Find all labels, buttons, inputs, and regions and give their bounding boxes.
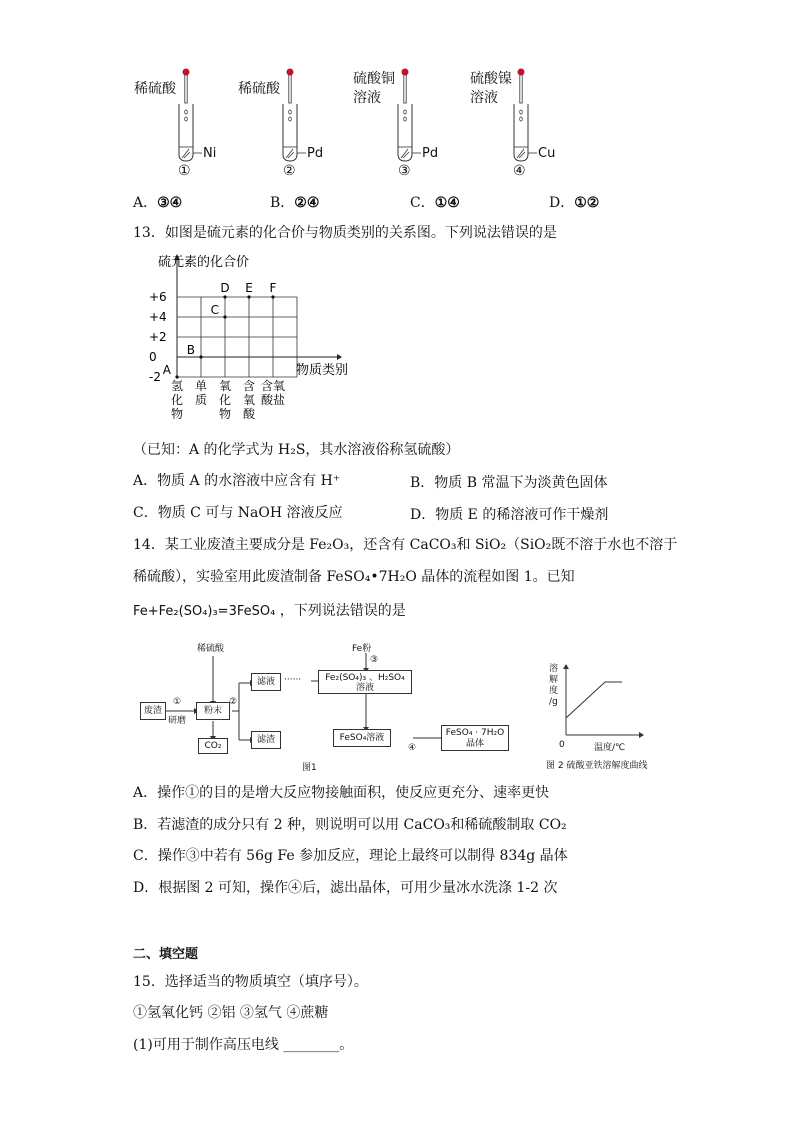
q14-option-b[interactable]: B．若滤渣的成分只有 2 种，则说明可以用 CaCO₃和稀硫酸制取 CO₂	[133, 817, 567, 833]
tube-2-metal: Pd	[307, 146, 324, 161]
flow-step3-num: ③	[370, 655, 379, 665]
category-label: 化	[170, 393, 184, 407]
flow-solution1-line1: Fe₂(SO₄)₃ 、H₂SO₄	[325, 673, 405, 683]
category-label: 氧	[218, 379, 232, 393]
curve-y-label: 溶 解 度 /g	[549, 664, 559, 707]
category-label: 氢	[170, 379, 184, 393]
category-label: 酸盐	[260, 393, 286, 407]
flow-crystal-box	[441, 725, 509, 751]
tube-4-number: ④	[513, 163, 526, 179]
q12-option-a[interactable]: A．③④	[133, 195, 183, 211]
flow-feso4-solution-box: FeSO₄溶液	[333, 729, 391, 747]
q15-stem: 15．选择适当的物质填空（填序号）。	[133, 974, 368, 990]
flow-fe-powder-label: Fe粉	[352, 644, 372, 654]
tube-1-reagent: 稀硫酸	[134, 81, 176, 97]
q13-option-c[interactable]: C．物质 C 可与 NaOH 溶液反应	[133, 505, 343, 521]
flow-residue-box: 滤渣	[251, 731, 281, 749]
chart-point-label: B	[186, 343, 195, 357]
tube-3-reagent-line1: 硫酸铜	[353, 71, 395, 87]
q13-stem: 13．如图是硫元素的化合价与物质类别的关系图。下列说法错误的是	[133, 225, 557, 241]
chart-y-axis-label: 硫元素的化合价	[158, 255, 250, 270]
tube-1-metal: Ni	[203, 146, 217, 161]
chart-point-label: E	[245, 281, 253, 295]
q14-stem-line1: 14．某工业废渣主要成分是 Fe₂O₃，还含有 CaCO₃和 SiO₂（SiO₂既不溶于水也不溶于	[133, 537, 678, 553]
flow-step1-name: 研磨	[168, 716, 187, 726]
q13-note: （已知：A 的化学式为 H₂S，其水溶液俗称氢硫酸）	[133, 442, 460, 458]
q14-option-d[interactable]: D．根据图 2 可知，操作④后，滤出晶体，可用少量冰水洗涤 1-2 次	[133, 880, 558, 896]
tube-3-reagent-line2: 溶液	[353, 90, 381, 106]
y-tick-label: +6	[149, 290, 167, 304]
q13-option-d[interactable]: D．物质 E 的稀溶液可作干燥剂	[410, 507, 609, 523]
flow-waste-box: 废渣	[140, 702, 166, 720]
tube-3-number: ③	[398, 163, 411, 179]
chart-point-label: D	[220, 281, 230, 295]
flow-step1-num: ①	[173, 697, 182, 707]
category-label: 化	[218, 393, 232, 407]
flow-acid-label: 稀硫酸	[197, 644, 225, 654]
flow-filtrate-box: 滤液	[251, 673, 281, 691]
tube-4-reagent-line1: 硫酸镍	[470, 71, 512, 87]
q13-option-a[interactable]: A．物质 A 的水溶液中应含有 H⁺	[133, 473, 341, 489]
chart-point-label: F	[269, 281, 277, 295]
category-label: 物	[170, 407, 184, 421]
curve-origin: 0	[559, 740, 565, 750]
q12-option-b[interactable]: B．②④	[270, 195, 320, 211]
flow-fig1-caption: 图1	[302, 763, 317, 773]
category-label: 含	[242, 379, 256, 393]
q12-option-d[interactable]: D．①②	[549, 195, 600, 211]
y-tick-label: -2	[149, 370, 161, 384]
q14-equation: Fe+Fe₂(SO₄)₃=3FeSO₄	[133, 604, 276, 619]
chart-point-label: C	[210, 303, 219, 317]
tube-4-reagent-line2: 溶液	[470, 90, 498, 106]
tube-2-number: ②	[283, 163, 296, 179]
chart-point-label: A	[162, 363, 171, 377]
q13-option-b[interactable]: B．物质 B 常温下为淡黄色固体	[410, 475, 608, 491]
category-label: 质	[194, 393, 208, 407]
category-label: 酸	[242, 407, 256, 421]
flow-solution1-line2: 溶液	[355, 683, 374, 693]
q15-options: ①氢氧化钙 ②铝 ③氢气 ④蔗糖	[133, 1005, 329, 1021]
category-label: 物	[218, 407, 232, 421]
q14-stem-line2: 稀硫酸），实验室用此废渣制备 FeSO₄•7H₂O 晶体的流程如图 1。已知	[133, 569, 575, 585]
y-tick-label: 0	[149, 350, 157, 364]
q14-stem-tail: ，下列说法错误的是	[279, 603, 406, 619]
flow-solution1-box	[318, 670, 412, 694]
flow-crystal-line2: 晶体	[465, 739, 484, 749]
tube-1-number: ①	[178, 163, 191, 179]
y-tick-label: +4	[149, 310, 167, 324]
tube-4-metal: Cu	[538, 146, 556, 161]
flow-co2-box: CO₂	[198, 738, 228, 754]
tube-2-reagent: 稀硫酸	[238, 81, 280, 97]
flow-dots: ······	[284, 675, 302, 685]
category-label: 含氧	[260, 379, 286, 393]
curve-x-label: 温度/℃	[594, 743, 626, 753]
category-label: 氧	[242, 393, 256, 407]
q14-option-c[interactable]: C．操作③中若有 56g Fe 参加反应，理论上最终可以制得 834g 晶体	[133, 848, 568, 864]
q15-part1[interactable]: (1)可用于制作高压电线 ________。	[133, 1037, 354, 1053]
q12-option-c[interactable]: C．①④	[410, 195, 460, 211]
tube-3-metal: Pd	[422, 146, 439, 161]
section-title: 二、填空题	[133, 947, 199, 962]
flow-step4-num: ④	[408, 743, 417, 753]
category-label: 单	[194, 379, 208, 393]
q14-option-a[interactable]: A．操作①的目的是增大反应物接触面积，使反应更充分、速率更快	[133, 785, 550, 801]
y-tick-label: +2	[149, 330, 167, 344]
curve-caption: 图 2 硫酸亚铁溶解度曲线	[546, 761, 648, 771]
flow-powder-box: 粉末	[196, 702, 230, 720]
flow-crystal-line1: FeSO₄ · 7H₂O	[445, 728, 505, 738]
chart-x-axis-label: 物质类别	[296, 363, 349, 378]
flow-step2-num: ②	[229, 697, 238, 707]
